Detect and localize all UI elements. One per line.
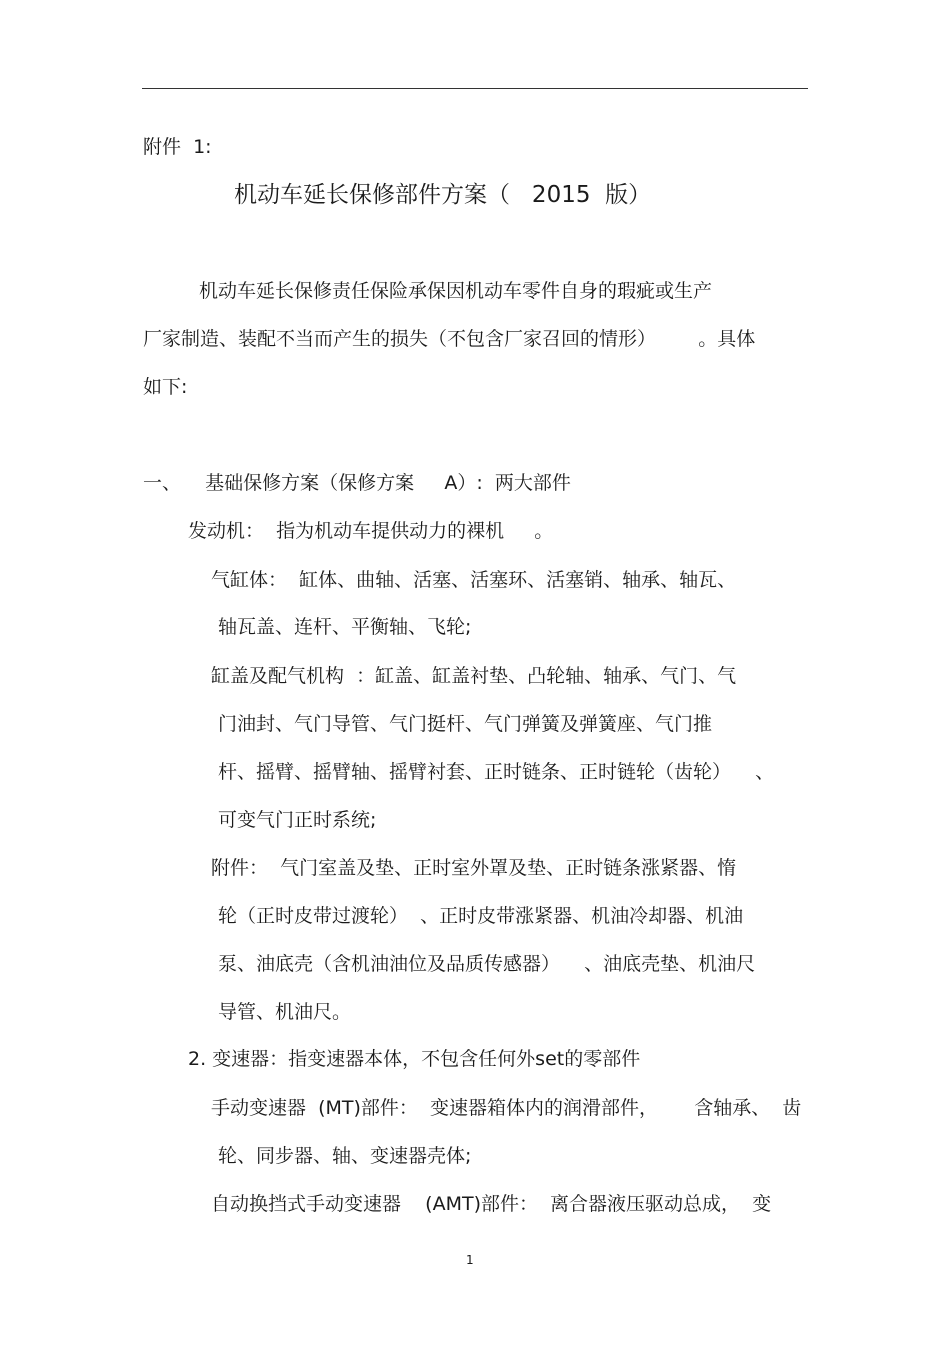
header-rule [142,88,808,89]
accessories-line-4: 导管、机油尺。 [218,1001,352,1023]
transmission-label: 2. 变速器：指变速器本体，不包含任何外set的零部件 [188,1048,641,1070]
annex-label: 附件 1: [143,136,212,158]
page-number: 1 [466,1253,474,1267]
cylinder-head-line-4: 可变气门正时系统; [218,809,377,831]
section-heading: 一、 基础保修方案（保修方案 A）: 两大部件 [143,472,571,494]
intro-line-2: 厂家制造、装配不当而产生的损失（不包含厂家召回的情形） 。具体 [143,328,756,350]
accessories-line-3: 泵、油底壳（含机油油位及品质传感器） 、油底壳垫、机油尺 [218,953,756,975]
mt-line-1: 手动变速器 (MT)部件： 变速器箱体内的润滑部件， 含轴承、 齿 [211,1097,802,1119]
mt-line-2: 轮、同步器、轴、变速器壳体; [218,1145,472,1167]
document-title: 机动车延长保修部件方案（ 2015 版） [234,182,652,208]
intro-line-3: 如下: [143,376,188,398]
accessories-line-2: 轮（正时皮带过渡轮） 、正时皮带涨紧器、机油冷却器、机油 [218,905,744,927]
cylinder-head-line-1: 缸盖及配气机构 ：缸盖、缸盖衬垫、凸轮轴、轴承、气门、气 [211,665,737,687]
cylinder-block-line-2: 轴瓦盖、连杆、平衡轴、飞轮; [218,616,472,638]
amt-line-1: 自动换挡式手动变速器 (AMT)部件： 离合器液压驱动总成， 变 [211,1193,772,1215]
cylinder-block-line-1: 气缸体： 缸体、曲轴、活塞、活塞环、活塞销、轴承、轴瓦、 [211,569,737,591]
intro-line-1: 机动车延长保修责任保险承保因机动车零件自身的瑕疵或生产 [199,280,713,302]
accessories-line-1: 附件： 气门室盖及垫、正时室外罩及垫、正时链条涨紧器、惰 [211,857,737,879]
engine-label: 发动机： 指为机动车提供动力的裸机 。 [188,520,554,542]
cylinder-head-line-3: 杆、摇臂、摇臂轴、摇臂衬套、正时链条、正时链轮（齿轮） 、 [218,761,775,783]
cylinder-head-line-2: 门油封、气门导管、气门挺杆、气门弹簧及弹簧座、气门推 [218,713,713,735]
